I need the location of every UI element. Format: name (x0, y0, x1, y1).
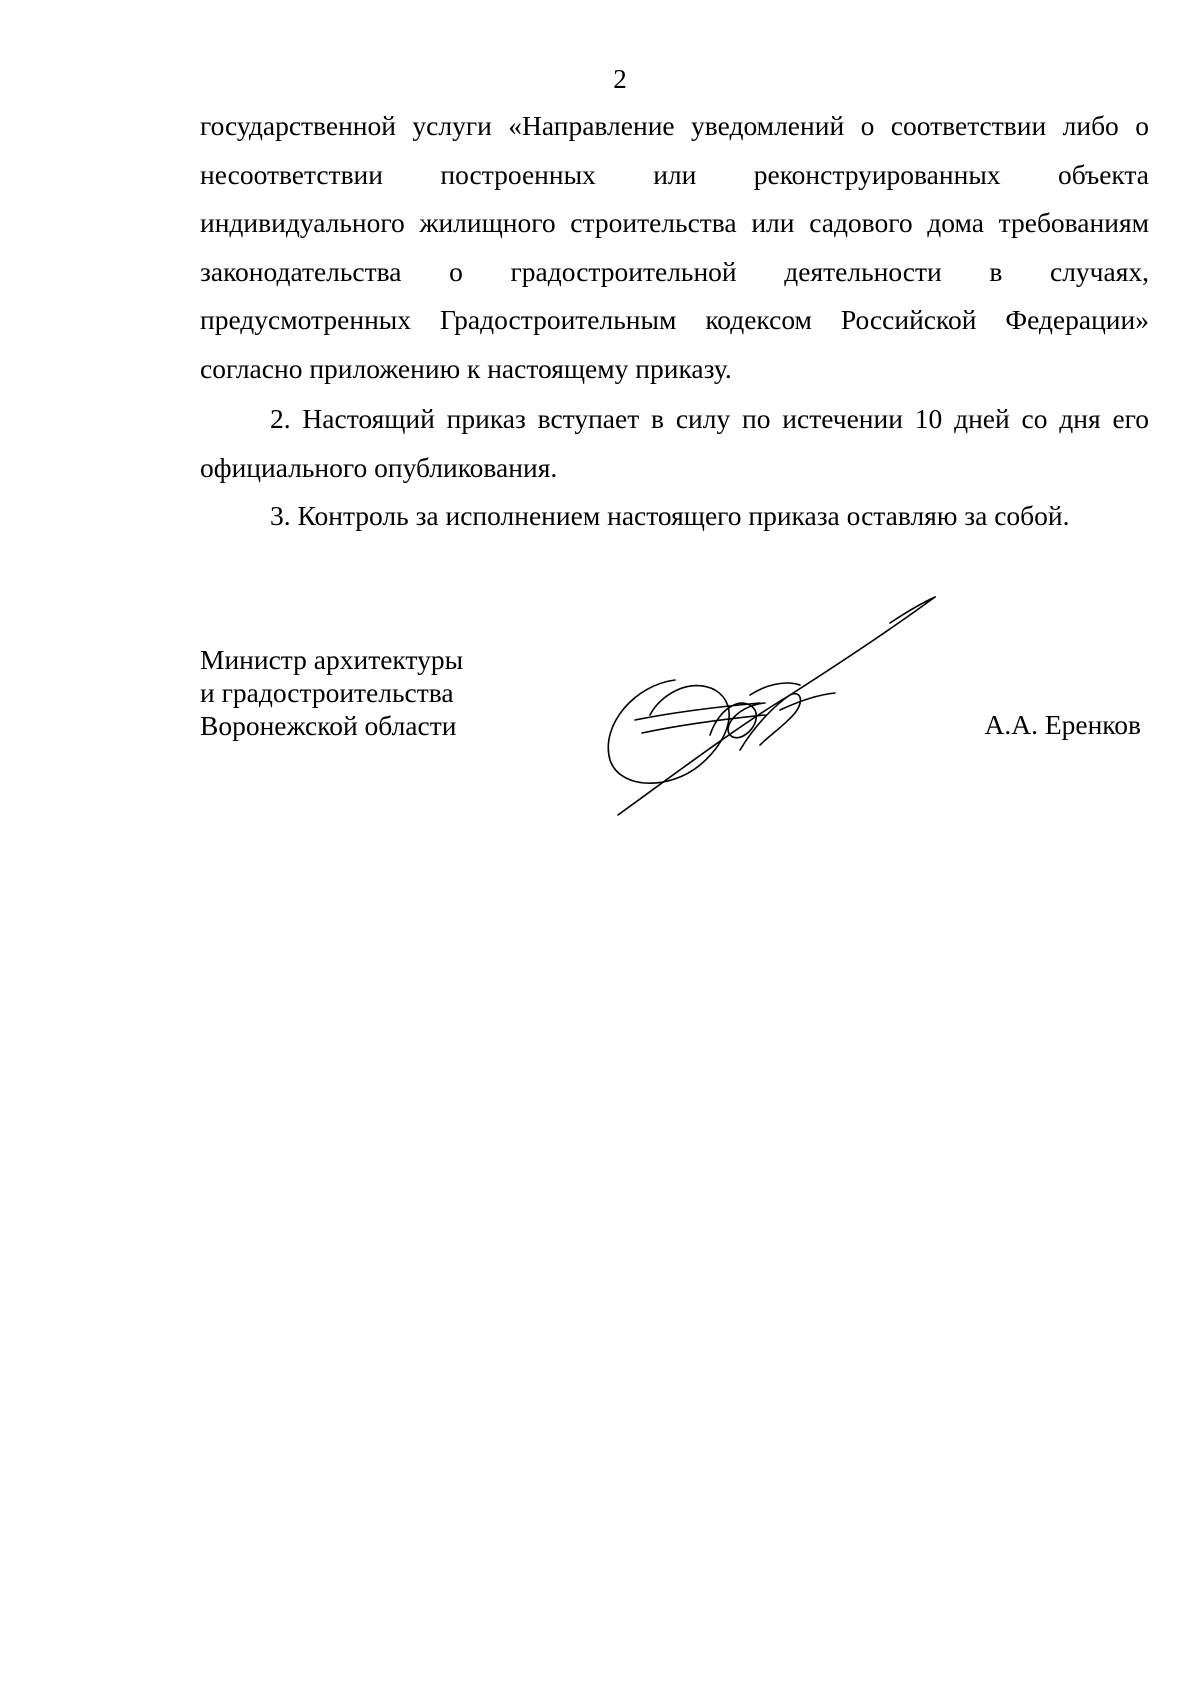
signatory-name: А.А. Еренков (984, 709, 1141, 740)
text-line: индивидуального жилищного строительства или садового дома требованиям (200, 207, 1149, 238)
text-line: 3. Контроль за исполнением настоящего приказа оставляю за собой. (270, 500, 1070, 531)
handwritten-signature (590, 585, 950, 825)
paragraph-control (200, 492, 1149, 541)
position-line: и градостроительства (200, 677, 454, 708)
text-line: согласно приложению к настоящему приказу. (200, 352, 732, 384)
text-line: законодательства о градостроительной деятельности в случаях, (200, 255, 1149, 287)
paragraph-effective-date (200, 395, 1149, 492)
signatory-position (200, 643, 463, 742)
text-line: предусмотренных Градостроительным кодексом Российской Федерации» (200, 304, 1149, 335)
text-line: официального опубликования. (200, 451, 558, 483)
text-line: государственной услуги «Направление уведомлений о соответствии либо о (200, 110, 1149, 141)
paragraph-continuation (200, 102, 1149, 393)
position-line: Министр архитектуры (200, 644, 464, 675)
page-number: 2 (613, 64, 627, 94)
text-line: 2. Настоящий приказ вступает в силу по истечении 10 дней со дня его (270, 403, 1149, 434)
position-line: Воронежской области (200, 710, 457, 741)
text-line: несоответствии построенных или реконструированных объекта (200, 158, 1149, 190)
